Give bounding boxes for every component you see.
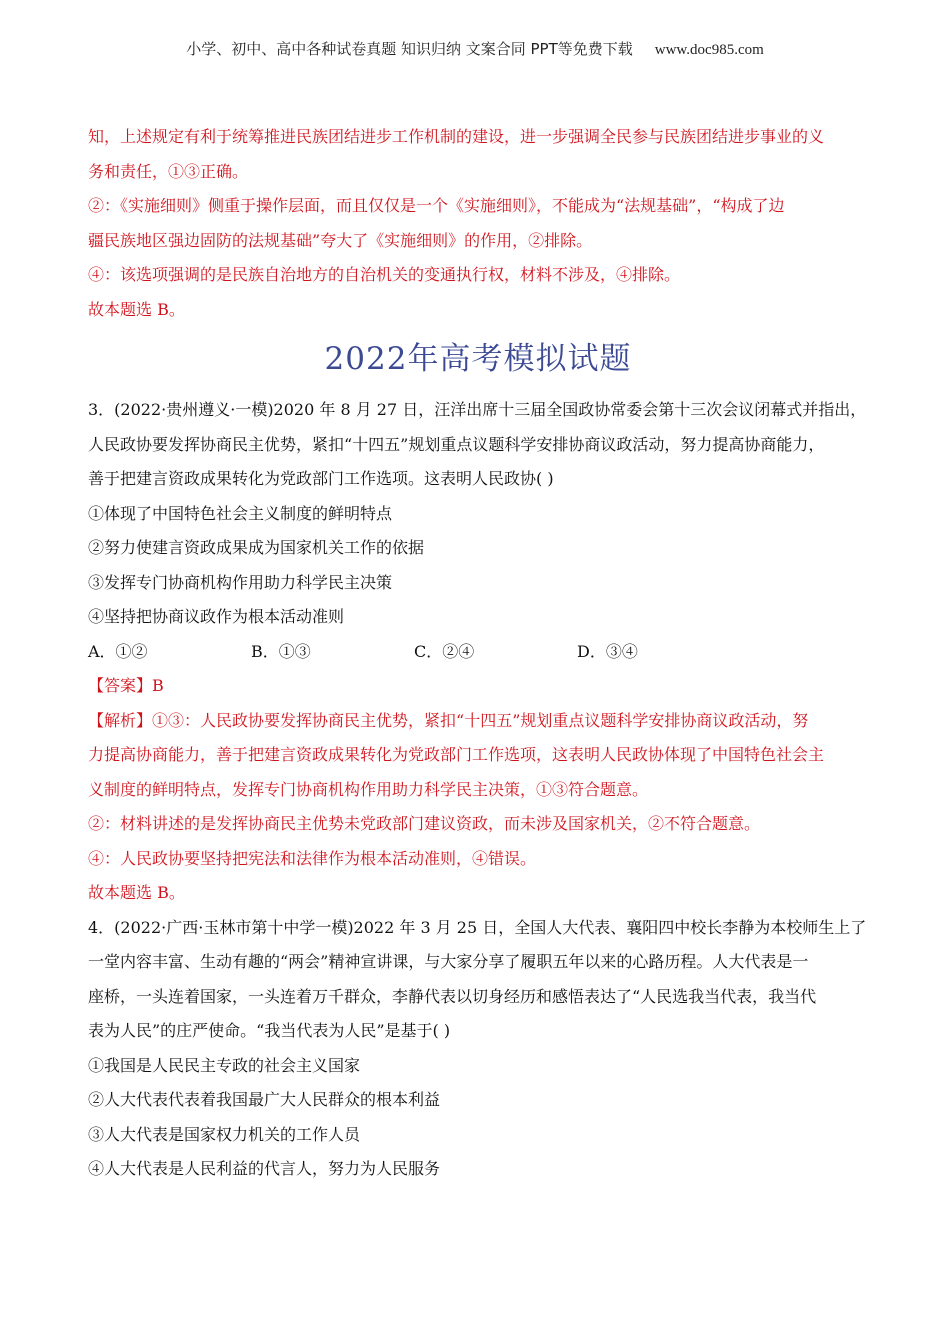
option-b: B．①③ <box>251 641 311 661</box>
statement-item: ②努力使建言资政成果成为国家机关工作的依据 <box>88 538 425 557</box>
header-site[interactable]: www.doc985.com <box>654 42 764 58</box>
answer-line <box>88 669 868 704</box>
statement-item: ①我国是人民民主专政的社会主义国家 <box>88 1055 361 1075</box>
analysis-line: ②：材料讲述的是发挥协商民主优势未党政部门建议资政，而未涉及国家机关，②不符合题意。 <box>88 814 761 833</box>
question-stem-line: 人民政协要发挥协商民主优势，紧扣“十四五”规划重点议题科学安排协商议政活动，努力提高协商能力， <box>88 434 825 454</box>
analysis-line <box>88 704 868 739</box>
analysis-line: 故本题选 B。 <box>88 299 185 319</box>
analysis-line: 务和责任，①③正确。 <box>88 161 249 181</box>
page-content <box>88 120 868 1187</box>
question-stem-line: 4．(2022·广西·玉林市第十中学一模)2022 年 3 月 25 日，全国人大代表、襄阳四中校长李静为本校师生上了 <box>88 917 867 937</box>
question-stem-line: 3．(2022·贵州遵义·一模)2020 年 8 月 27 日，汪洋出席十三届全国政协常委会第十三次会议闭幕式并指出， <box>88 400 867 419</box>
question-4 <box>88 911 868 1187</box>
analysis-line: 疆民族地区强边固防的法规基础”夸大了《实施细则》的作用，②排除。 <box>88 230 593 250</box>
question-stem-line: 座桥，一头连着国家，一头连着万千群众，李静代表以切身经历和感悟表达了“人民选我当代表，我当代 <box>88 986 817 1006</box>
analysis-line: ②：《实施细则》侧重于操作层面，而且仅仅是一个《实施细则》，不能成为“法规基础”，“构成了边 <box>88 196 785 215</box>
question-stem-line: 表为人民”的庄严使命。“我当代表为人民”是基于( ) <box>88 1021 451 1040</box>
statement-item: ③发挥专门协商机构作用助力科学民主决策 <box>88 572 393 592</box>
option-c: C．②④ <box>414 641 475 661</box>
answer-value: B <box>152 676 164 695</box>
analysis-line: 义制度的鲜明特点，发挥专门协商机构作用助力科学民主决策，①③符合题意。 <box>88 779 649 799</box>
option-a: A．①② <box>88 641 148 661</box>
question-3 <box>88 393 868 911</box>
analysis-line: 力提高协商能力，善于把建言资政成果转化为党政部门工作选项，这表明人民政协体现了中国特色社会主 <box>88 745 825 764</box>
option-d: D．③④ <box>577 641 638 661</box>
answer-options <box>88 635 868 670</box>
analysis-label: 【解析】 <box>88 710 153 730</box>
statement-item: ③人大代表是国家权力机关的工作人员 <box>88 1124 361 1144</box>
analysis-text: ①③：人民政协要发挥协商民主优势，紧扣“十四五”规划重点议题科学安排协商议政活动，努 <box>152 710 809 730</box>
statement-item: ④人大代表是人民利益的代言人，努力为人民服务 <box>88 1159 441 1178</box>
page-header <box>0 38 950 59</box>
section-title: 2022年高考模拟试题 <box>324 341 632 377</box>
answer-label: 【答案】 <box>88 676 153 695</box>
statement-item: ④坚持把协商议政作为根本活动准则 <box>88 607 345 626</box>
statement-item: ②人大代表代表着我国最广大人民群众的根本利益 <box>88 1090 441 1109</box>
header-text: 小学、初中、高中各种试卷真题 知识归纳 文案合同 PPT等免费下载 <box>186 40 633 58</box>
analysis-line: 故本题选 B。 <box>88 883 185 902</box>
previous-analysis <box>88 120 868 327</box>
question-stem-line: 一堂内容丰富、生动有趣的“两会”精神宣讲课，与大家分享了履职五年以来的心路历程。人大代表是一 <box>88 952 809 971</box>
analysis-line: ④：人民政协要坚持把宪法和法律作为根本活动准则，④错误。 <box>88 848 537 868</box>
analysis-line: ④：该选项强调的是民族自治地方的自治机关的变通执行权，材料不涉及，④排除。 <box>88 265 681 284</box>
question-stem-line: 善于把建言资政成果转化为党政部门工作选项。这表明人民政协( ) <box>88 469 554 488</box>
statement-item: ①体现了中国特色社会主义制度的鲜明特点 <box>88 503 393 523</box>
analysis-line: 知，上述规定有利于统筹推进民族团结进步工作机制的建设，进一步强调全民参与民族团结进步事业的义 <box>88 127 825 146</box>
